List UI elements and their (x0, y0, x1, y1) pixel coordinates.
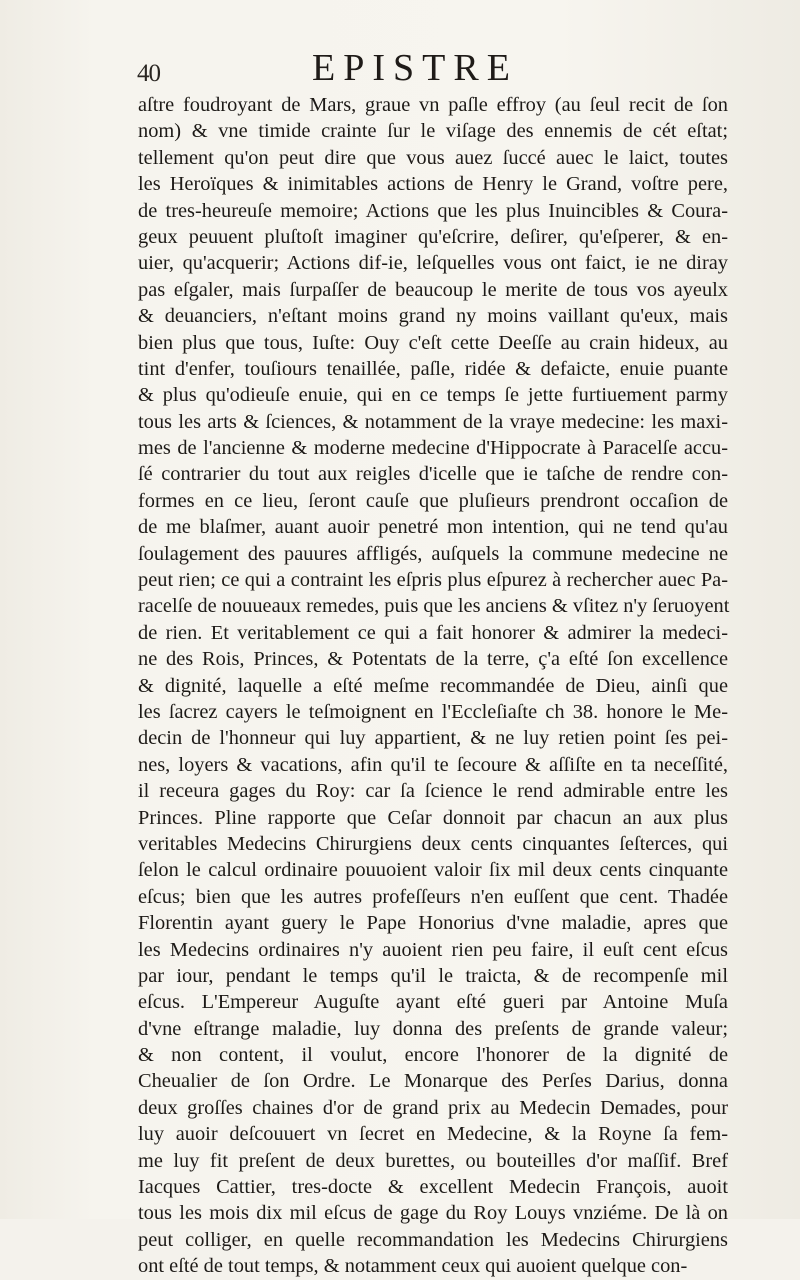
text-line: veritables Medecins Chirurgiens deux cents cinquantes ſeſterces, qui (138, 832, 728, 855)
text-line: bien plus que tous, Iuſte: Ouy c'eſt cette Deeſſe au crain hideux, au (138, 331, 728, 354)
text-line: tous les arts & ſciences, & notamment de la vraye medecine: les maxi- (138, 410, 728, 433)
text-line: ſé contrarier du tout aux reigles d'icelle que ie taſche de rendre con- (138, 463, 728, 486)
text-line: tellement qu'on peut dire que vous auez ſuccé auec le laict, toutes (138, 146, 728, 169)
text-line: me luy fit preſent de deux burettes, ou bouteilles d'or maſſif. Bref (138, 1149, 728, 1172)
text-line: les Heroïques & inimitables actions de Henry le Grand, voſtre pere, (138, 173, 728, 196)
text-line: pas eſgaler, mais ſurpaſſer de beaucoup le merite de tous vos ayeulx (138, 278, 728, 301)
text-line: il receura gages du Roy: car ſa ſcience le rend admirable entre les (138, 780, 728, 803)
text-line: par iour, pendant le temps qu'il le traicta, & de recompenſe mil (138, 964, 728, 987)
text-line: de rien. Et veritablement ce qui a fait honorer & admirer la medeci- (138, 621, 728, 644)
text-line: les ſacrez cayers le teſmoignent en l'Eccleſiaſte ch 38. honore le Me- (138, 700, 728, 723)
text-line: tous les mois dix mil eſcus de gage du Roy Louys vnziéme. De là on (138, 1202, 728, 1225)
text-line: & deuanciers, n'eſtant moins grand ny moins vaillant qu'eux, mais (138, 305, 728, 328)
body-text (138, 92, 728, 1280)
text-line: tint d'enfer, touſiours tenaillée, paſle, ridée & defaicte, enuie puante (138, 357, 728, 380)
text-line: d'vne eſtrange maladie, luy donna des preſents de grande valeur; (138, 1017, 728, 1040)
text-line: ont eſté de tout temps, & notamment ceux qui auoient quelque con- (138, 1255, 688, 1278)
text-line: aſtre foudroyant de Mars, graue vn paſle effroy (au ſeul recit de ſon (138, 94, 728, 116)
text-line: formes en ce lieu, ſeront cauſe que pluſieurs prendront occaſion de (138, 489, 728, 512)
text-line: eſcus. L'Empereur Auguſte ayant eſté gueri par Antoine Muſa (138, 991, 728, 1014)
text-line: de tres-heureuſe memoire; Actions que les plus Inuincibles & Coura- (138, 199, 728, 222)
text-line: peut rien; ce qui a contraint les eſpris plus eſpurez à rechercher auec Pa- (138, 569, 728, 592)
text-line: decin de l'honneur qui luy appartient, & ne luy retien point ſes pei- (138, 727, 728, 750)
text-line: mes de l'ancienne & moderne medecine d'Hippocrate à Paracelſe accu- (138, 437, 728, 460)
text-line: racelſe de nouueaux remedes, puis que les anciens & vſitez n'y ſeruoyent (138, 595, 730, 618)
text-line: Florentin ayant guery le Pape Honorius d'vne maladie, apres que (138, 912, 728, 935)
text-line: & dignité, laquelle a eſté meſme recommandée de Dieu, ainſi que (138, 674, 728, 697)
text-line: Iacques Cattier, tres-docte & excellent Medecin François, auoit (138, 1176, 728, 1199)
text-line: geux peuuent pluſtoſt imaginer qu'eſcrire, deſirer, qu'eſperer, & en- (138, 225, 728, 248)
text-line: ſoulagement des pauures affligés, auſquels la commune medecine ne (138, 542, 728, 565)
text-line: Cheualier de ſon Ordre. Le Monarque des Perſes Darius, donna (138, 1070, 728, 1093)
text-line: ne des Rois, Princes, & Potentats de la terre, ç'a eſté ſon excellence (138, 648, 728, 671)
text-line: peut colliger, en quelle recommandation les Medecins Chirurgiens (138, 1228, 728, 1251)
text-line: & non content, il voulut, encore l'honorer de la dignité de (138, 1044, 728, 1067)
text-line: & plus qu'odieuſe enuie, qui en ce temps ſe jette furtiuement parmy (138, 384, 728, 407)
page-header (137, 42, 737, 90)
text-line: les Medecins ordinaires n'y auoient rien peu faire, il euſt cent eſcus (138, 938, 728, 961)
text-line: eſcus; bien que les autres profeſſeurs n'en euſſent que cent. Thadée (138, 885, 728, 908)
running-title: EPISTRE (312, 47, 518, 89)
text-line: nes, loyers & vacations, afin qu'il te ſecoure & aſſiſte en ta neceſſité, (138, 753, 728, 776)
text-line: ſelon le calcul ordinaire pouuoient valoir ſix mil deux cents cinquante (138, 859, 728, 882)
text-line: uier, qu'acquerir; Actions dif-ie, leſquelles vous ont faict, ie ne diray (138, 252, 728, 275)
text-line: deux groſſes chaines d'or de grand prix au Medecin Demades, pour (138, 1096, 728, 1119)
text-line: luy auoir deſcouuert vn ſecret en Medecine, & la Royne ſa fem- (138, 1123, 728, 1146)
text-line: de me blaſmer, auant auoir penetré mon intention, qui ne tend qu'au (138, 516, 728, 539)
text-line: nom) & vne timide crainte ſur le viſage des ennemis de cét eſtat; (138, 120, 728, 143)
page-number: 40 (137, 60, 160, 87)
text-line: Princes. Pline rapporte que Ceſar donnoit par chacun an aux plus (138, 806, 728, 829)
